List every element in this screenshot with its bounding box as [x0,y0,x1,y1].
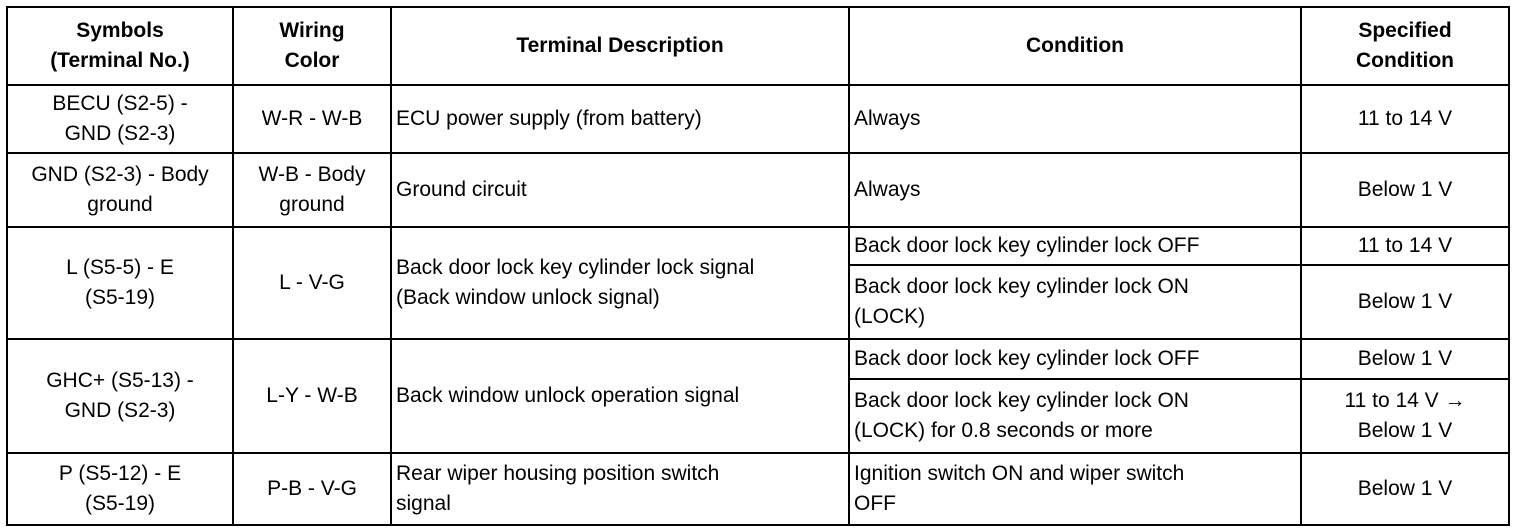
cell-wiring-color: P-B - V-G [233,453,391,525]
table-row [7,339,1509,379]
cell-wiring-color: L-Y - W-B [233,339,391,453]
header-terminal-description: Terminal Description [391,7,849,85]
cell-specified-condition: Below 1 V [1301,453,1509,525]
cell-wiring-color: W-B - Body ground [233,153,391,227]
cell-condition: Ignition switch ON and wiper switch OFF [849,453,1301,525]
cell-condition: Back door lock key cylinder lock ON (LOCK) for 0.8 seconds or more [849,379,1301,453]
cell-condition: Always [849,153,1301,227]
cell-symbol: BECU (S2-5) - GND (S2-3) [7,85,233,153]
header-specified-condition: Specified Condition [1301,7,1509,85]
cell-terminal-description: Back door lock key cylinder lock signal (Back window unlock signal) [391,227,849,339]
terminal-table-container [6,6,1510,526]
cell-specified-condition: Below 1 V [1301,339,1509,379]
cell-specified-condition: Below 1 V [1301,153,1509,227]
cell-specified-condition: 11 to 14 V → Below 1 V [1301,379,1509,453]
cell-condition: Back door lock key cylinder lock OFF [849,227,1301,265]
cell-terminal-description: Rear wiper housing position switch signal [391,453,849,525]
header-symbols: Symbols (Terminal No.) [7,7,233,85]
cell-symbol: GHC+ (S5-13) - GND (S2-3) [7,339,233,453]
table-row [7,153,1509,227]
terminal-inspection-table [6,6,1510,526]
cell-specified-condition: 11 to 14 V [1301,227,1509,265]
header-wiring-color: Wiring Color [233,7,391,85]
cell-wiring-color: W-R - W-B [233,85,391,153]
table-row [7,227,1509,265]
table-row [7,453,1509,525]
cell-symbol: P (S5-12) - E (S5-19) [7,453,233,525]
cell-condition: Back door lock key cylinder lock ON (LOCK) [849,265,1301,339]
table-row [7,85,1509,153]
cell-condition: Always [849,85,1301,153]
cell-terminal-description: Back window unlock operation signal [391,339,849,453]
header-condition: Condition [849,7,1301,85]
cell-symbol: GND (S2-3) - Body ground [7,153,233,227]
cell-specified-condition: Below 1 V [1301,265,1509,339]
cell-terminal-description: ECU power supply (from battery) [391,85,849,153]
table-header-row [7,7,1509,85]
cell-symbol: L (S5-5) - E (S5-19) [7,227,233,339]
cell-condition: Back door lock key cylinder lock OFF [849,339,1301,379]
cell-terminal-description: Ground circuit [391,153,849,227]
cell-specified-condition: 11 to 14 V [1301,85,1509,153]
table-body [7,85,1509,525]
cell-wiring-color: L - V-G [233,227,391,339]
